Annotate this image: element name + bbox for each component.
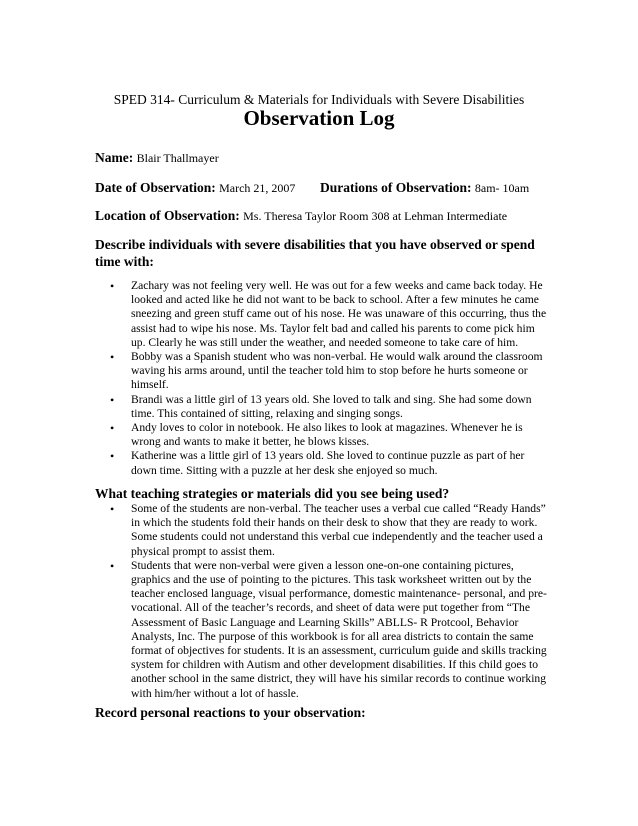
section1-heading: Describe individuals with severe disabilities that you have observed or spend time with: (95, 237, 535, 269)
section1-list (95, 279, 547, 478)
section3-heading: Record personal reactions to your observation: (95, 705, 366, 720)
course-title: SPED 314- Curriculum & Materials for Individuals with Severe Disabilities (113, 92, 525, 107)
page-title: Observation Log (243, 106, 395, 130)
list-item: • Brandi was a little girl of 13 years old. She loved to talk and sing. She had some down time. This contained of sitting, relaxing and singing songs. (95, 393, 547, 421)
list-item: • Katherine was a little girl of 13 years old. She loved to continue puzzle as part of her down time. Sitting with a puzzle at her desk she enjoyed so much. (95, 449, 547, 477)
date-field (95, 180, 295, 196)
name-value: Blair Thallmayer (136, 151, 219, 165)
name-label: Name: (95, 150, 134, 165)
duration-value: 8am- 10am (474, 181, 530, 195)
location-field (95, 208, 507, 224)
date-label: Date of Observation: (95, 180, 216, 195)
duration-field (320, 180, 529, 196)
list-item: • Students that were non-verbal were given a lesson one-on-one containing pictures, graphics and the use of pointing to the pictures. This task worksheet written out by the teacher enclosed language, visual performance, domestic maintenance- personal, and pre-vocational. All of the teacher’s records, and sheet of data were put together from “The Assessment of Basic Language and Learning Skills” ABLLS- R Protcool, Behavior Analysts, Inc. The purpose of this workbook is for all area districts to contain the same format of objectives for students. It is an assessment, curriculum guide and skills tracking system for children with Autism and other development disabilities. If this child goes to another school in the same district, they will have his similar records to continue working with him/her without a lot of hassle. (95, 559, 547, 701)
location-value: Ms. Theresa Taylor Room 308 at Lehman Intermediate (243, 209, 508, 223)
section2-heading: What teaching strategies or materials did you see being used? (95, 486, 450, 501)
duration-label: Durations of Observation: (320, 180, 472, 195)
list-item: • Bobby was a Spanish student who was non-verbal. He would walk around the classroom waving his arms around, until the teacher told him to stop before he hurts someone or himself. (95, 350, 547, 393)
date-value: March 21, 2007 (219, 181, 296, 195)
list-item: • Andy loves to color in notebook. He also likes to look at magazines. Whenever he is wrong and wants to make it better, he blows kisses. (95, 421, 547, 449)
list-item: • Some of the students are non-verbal. The teacher uses a verbal cue called “Ready Hands” in which the students fold their hands on their desk to show that they are ready to work. Some students could not understand this verbal cue independently and the teacher used a physical prompt to assist them. (95, 502, 547, 559)
location-label: Location of Observation: (95, 208, 240, 223)
list-item: • Zachary was not feeling very well. He was out for a few weeks and came back today. He looked and acted like he did not want to be back to school. After a few minutes he came sneezing and green stuff came out of his nose. He was unaware of this occurring, thus the assist had to wipe his nose. Ms. Taylor felt bad and called his parents to come pick him up. Clearly he was still under the weather, and needed someone to take care of him. (95, 279, 547, 350)
name-field (95, 150, 219, 166)
section2-list (95, 502, 547, 701)
